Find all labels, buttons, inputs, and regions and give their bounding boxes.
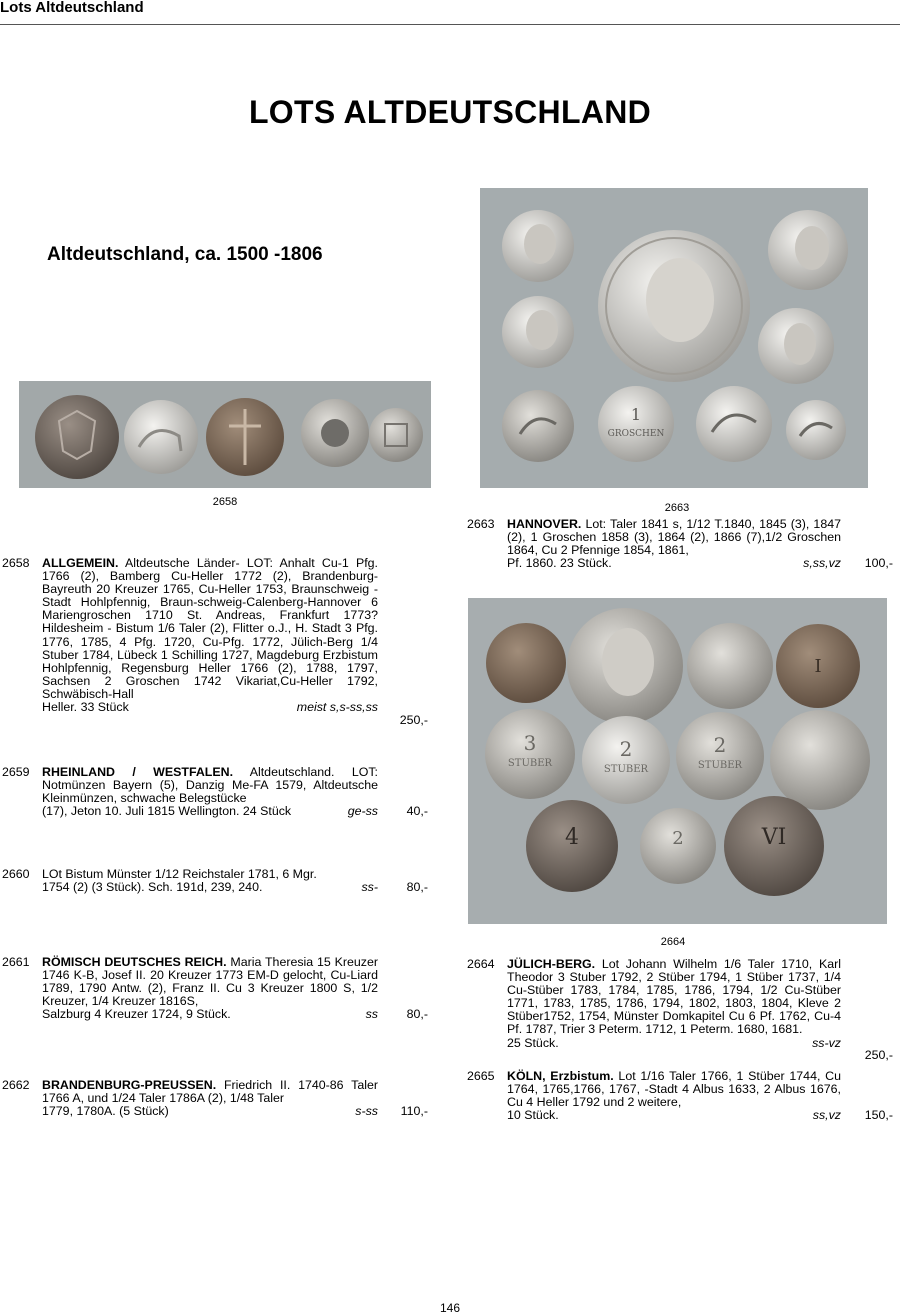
lot-heading: ALLGEMEIN. bbox=[42, 556, 119, 570]
svg-text:STUBER: STUBER bbox=[603, 764, 649, 775]
coin bbox=[786, 400, 846, 460]
lot-description: RÖMISCH DEUTSCHES REICH. Maria Theresia 15 Kreuzer 1746 K-B, Josef II. 20 Kreuzer 1773 EM-D gelocht, Cu-Liard 1789, 1790 Antw. (2), Franz II. Cu 3 Kreuzer 1800 S, 1/2 Kreuzer, 1/4 Kreuzer 1816S, Salzburg 4 Kreuzer 1724, 9 Stück. ss bbox=[42, 955, 379, 1022]
lot-description: ALLGEMEIN. Altdeutsche Länder- LOT: Anhalt Cu-1 Pfg. 1766 (2), Bamberg Cu-Heller 1772 (2), Brandenburg-Bayreuth 20 Kreuzer 1765, Cu-Heller 1753, Braunschweig - Stadt Hohlpfennig, Braun-schweig-Calenberg-Hannover 6 Mariengroschen 1710 St. Andreas, Frankfurt 1773? Hildesheim - Bistum 1/6 Taler (2), Flitter o.J., H. Stadt 3 Pfg. 1776, 1785, 4 Pfg. 1720, Cu-Pfg. 1772, Jülich-Berg 1/4 Stuber 1784, Lübeck 1 Schilling 1727, Magdeburg Erzbistum Hohlpfennig, Regensburg Heller 1766 (2), 1788, 1797, Sachsen 2 Groschen 1742 Vikariat,Cu-Heller 1792, Schwäbisch-Hall Heller. 33 Stück meist s,s-ss,ss bbox=[42, 556, 378, 715]
photo-caption: 2663 bbox=[664, 502, 690, 514]
lot-price: 40,- bbox=[406, 804, 428, 818]
lot-grade: ss-vz bbox=[812, 1035, 841, 1050]
lot-heading: JÜLICH-BERG. bbox=[507, 957, 596, 971]
lot-number: 2663 bbox=[467, 517, 495, 531]
running-title: Lots Altdeutschland bbox=[0, 0, 144, 16]
svg-text:2: 2 bbox=[672, 828, 684, 849]
section-heading: Altdeutschland, ca. 1500 -1806 bbox=[47, 244, 323, 265]
svg-text:VI: VI bbox=[761, 825, 787, 850]
coin bbox=[502, 390, 574, 462]
lot-price: 80,- bbox=[406, 880, 428, 894]
lot-price: 150,- bbox=[864, 1108, 893, 1122]
lot-entry bbox=[467, 958, 895, 1068]
lot-heading: KÖLN, Erzbistum. bbox=[507, 1069, 614, 1083]
lot-price: 80,- bbox=[406, 1007, 428, 1021]
coin bbox=[124, 400, 198, 474]
lot-entry bbox=[467, 1070, 895, 1126]
lot-number: 2659 bbox=[2, 765, 30, 779]
lot-grade: ss,vz bbox=[812, 1108, 841, 1123]
lot-heading: RÖMISCH DEUTSCHES REICH. bbox=[42, 955, 227, 969]
svg-text:4: 4 bbox=[565, 825, 579, 850]
lot-grade: ss- bbox=[361, 880, 378, 895]
lot-number: 2664 bbox=[467, 957, 495, 971]
coin bbox=[35, 395, 119, 479]
lot-description: BRANDENBURG-PREUSSEN. Friedrich II. 1740-86 Taler 1766 A, und 1/24 Taler 1786A (2), 1/48 Taler 1779, 1780A. (5 Stück) s-ss bbox=[42, 1078, 378, 1119]
lot-heading: HANNOVER. bbox=[507, 517, 582, 531]
page-title: LOTS ALTDEUTSCHLAND bbox=[248, 94, 652, 130]
lot-price: 250,- bbox=[864, 1048, 893, 1062]
lot-price: 250,- bbox=[399, 713, 428, 727]
coin-photo-2658 bbox=[19, 381, 431, 488]
lot-description: HANNOVER. Lot: Taler 1841 s, 1/12 T.1840, 1845 (3), 1847 (2), 1 Groschen 1858 (3), 1864 (2), 1866 (7),1/2 Groschen 1864, Cu 2 Pfennige 1854, 1861, Pf. 1860. 23 Stück. s,ss,vz bbox=[507, 517, 841, 571]
photo-caption: 2658 bbox=[212, 496, 238, 508]
lot-entry bbox=[2, 557, 432, 727]
coin-photo-2663 bbox=[480, 188, 868, 488]
lot-price: 110,- bbox=[400, 1104, 428, 1118]
lot-number: 2658 bbox=[2, 556, 30, 570]
coin-photo-2664 bbox=[468, 598, 887, 924]
coin bbox=[687, 623, 773, 709]
lot-grade: ss bbox=[365, 1007, 378, 1022]
svg-text:STUBER: STUBER bbox=[507, 758, 553, 769]
lot-entry bbox=[2, 868, 432, 900]
lot-number: 2661 bbox=[2, 955, 30, 969]
svg-text:STUBER: STUBER bbox=[697, 760, 743, 771]
lot-number: 2660 bbox=[2, 867, 30, 881]
coin bbox=[696, 386, 772, 462]
lot-number: 2665 bbox=[467, 1069, 495, 1083]
lot-entry bbox=[2, 956, 432, 1026]
lot-number: 2662 bbox=[2, 1078, 30, 1092]
lot-entry bbox=[2, 1079, 432, 1123]
svg-text:GROSCHEN: GROSCHEN bbox=[607, 429, 665, 439]
lot-description: KÖLN, Erzbistum. Lot 1/16 Taler 1766, 1 Stüber 1744, Cu 1764, 1765,1766, 1767, -Stadt 4 Albus 1633, 2 Albus 1676, Cu 4 Heller 1792 und 2 weitere, 10 Stück. ss,vz bbox=[507, 1069, 842, 1123]
svg-text:2: 2 bbox=[713, 733, 727, 757]
coin bbox=[598, 386, 674, 462]
lot-description: RHEINLAND / WESTFALEN. Altdeutschland. LOT: Notmünzen Bayern (5), Danzig Me-FA 1579, Altdeutsche Kleinmünzen, schwache Belegstücke (17), Jeton 10. Juli 1815 Wellington. 24 Stück ge-ss bbox=[42, 765, 378, 819]
coin bbox=[486, 623, 566, 703]
lot-grade: meist s,s-ss,ss bbox=[296, 700, 378, 715]
photo-caption: 2664 bbox=[660, 936, 686, 948]
svg-text:3: 3 bbox=[523, 731, 537, 755]
lot-heading: BRANDENBURG-PREUSSEN. bbox=[42, 1078, 217, 1092]
lot-price: 100,- bbox=[864, 556, 893, 570]
svg-text:1: 1 bbox=[630, 405, 642, 424]
lot-description: LOt Bistum Münster 1/12 Reichstaler 1781, 6 Mgr. 1754 (2) (3 Stück). Sch. 191d, 239, 240. ss- bbox=[42, 867, 378, 895]
running-header bbox=[0, 0, 900, 25]
svg-text:2: 2 bbox=[619, 737, 633, 761]
coin bbox=[369, 408, 423, 462]
lot-entry bbox=[467, 518, 895, 576]
lot-grade: s-ss bbox=[355, 1104, 378, 1119]
lot-grade: s,ss,vz bbox=[803, 556, 841, 571]
lot-description: JÜLICH-BERG. Lot Johann Wilhelm 1/6 Taler 1710, Karl Theodor 3 Stuber 1792, 2 Stüber 1794, 1 Stüber 1737, 1/4 Cu-Stüber 1783, 1784, 1785, 1786, 1794, 1/2 Cu-Stüber 1771, 1783, 1785, 1786, 1794, 1802, 1803, 1804, Kleve 2 Stüber1752, 1754, Münster Domkapitel Cu 6 Pf. 1762, Cu-4 Pf. 1787, Trier 3 Peterm. 1712, 1 Peterm. 1680, 1681. 25 Stück. ss-vz bbox=[507, 957, 841, 1050]
lot-heading: RHEINLAND / WESTFALEN. bbox=[42, 765, 234, 779]
coin bbox=[770, 710, 870, 810]
lot-grade: ge-ss bbox=[347, 804, 378, 819]
page-number: 146 bbox=[439, 1301, 461, 1315]
lot-entry bbox=[2, 766, 432, 826]
svg-text:I: I bbox=[814, 656, 822, 677]
